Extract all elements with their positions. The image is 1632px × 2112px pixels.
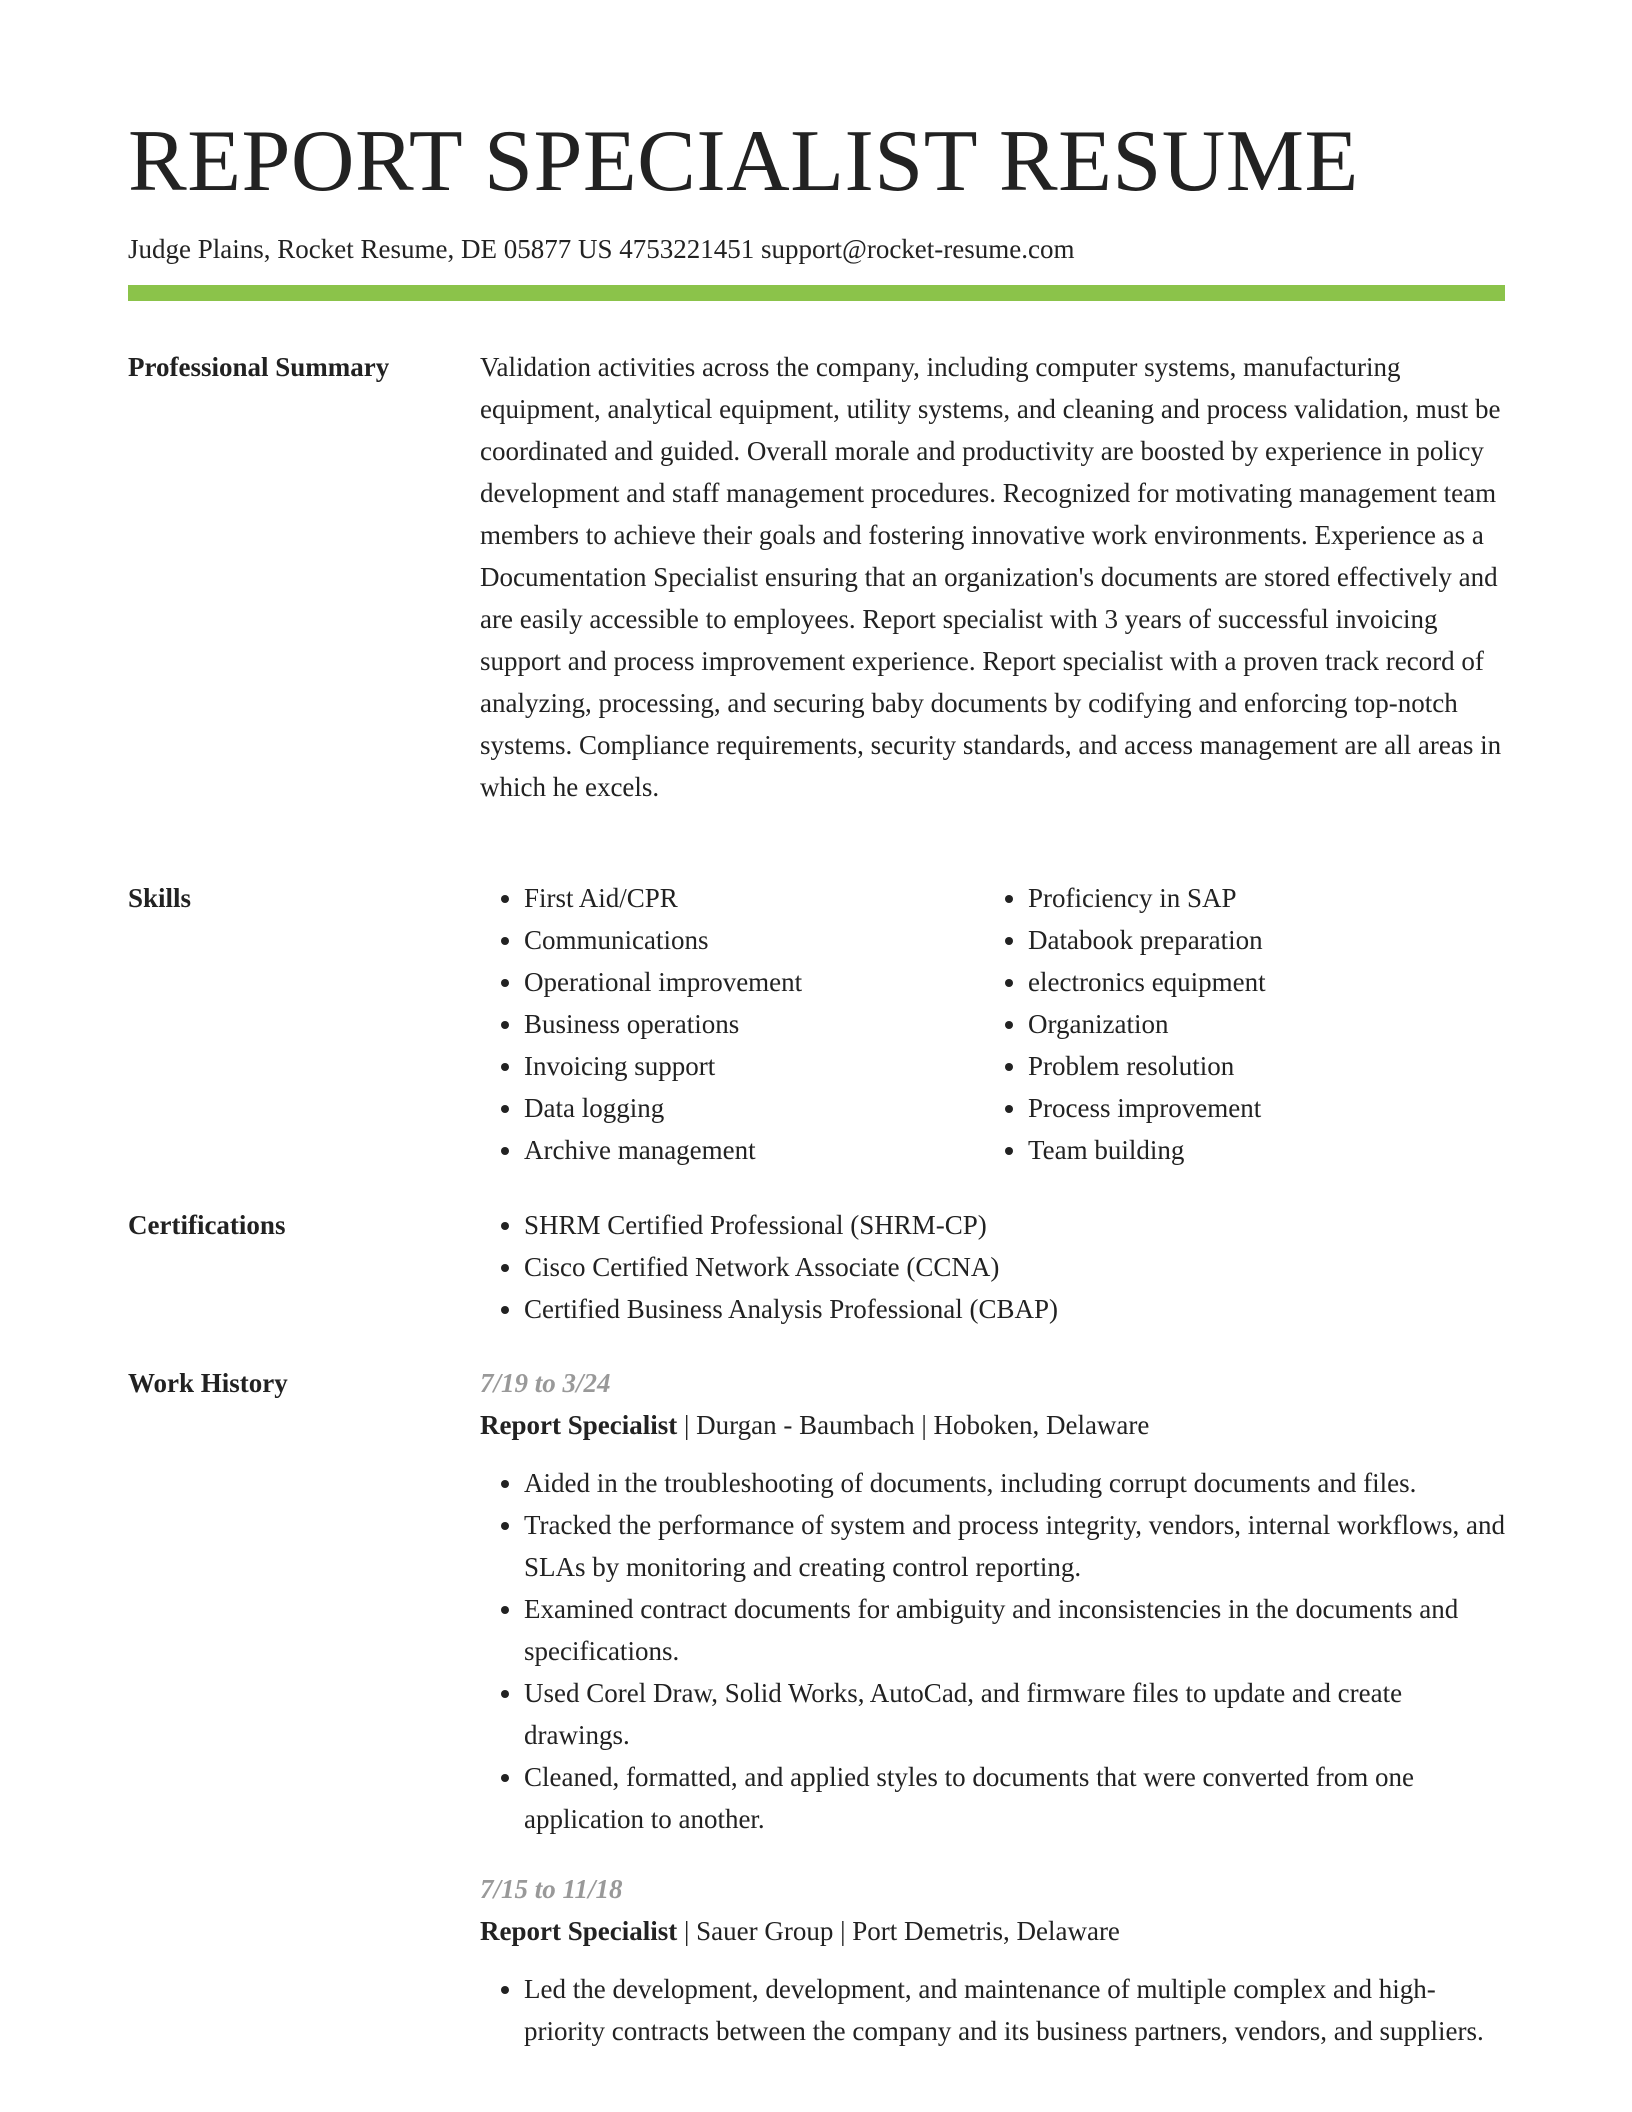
certification-item: • Certified Business Analysis Professional (CBAP) bbox=[524, 1288, 1505, 1330]
job-heading bbox=[480, 1910, 1505, 1952]
skill-item: • Problem resolution bbox=[1028, 1045, 1484, 1087]
summary-text: Validation activities across the company, including computer systems, manufacturing equipment, analytical equipment, utility systems, and cleaning and process validation, must be coordinated and guided. Overall morale and productivity are boosted by experience in policy development and staff management procedures. Recognized for motivating management team members to achieve their goals and fostering innovative work environments. Experience as a Documentation Specialist ensuring that an organization's documents are stored effectively and are easily accessible to employees. Report specialist with 3 years of successful invoicing support and process improvement experience. Report specialist with a proven track record of analyzing, processing, and securing baby documents by codifying and enforcing top-notch systems. Compliance requirements, security standards, and access management are all areas in which he excels. bbox=[480, 352, 1502, 802]
job-heading bbox=[480, 1404, 1505, 1446]
resume-title: REPORT SPECIALIST RESUME bbox=[128, 113, 1359, 210]
certifications-label: Certifications bbox=[128, 1210, 286, 1240]
certifications-list bbox=[480, 1204, 1505, 1330]
accent-divider bbox=[128, 285, 1505, 301]
skill-item: • Operational improvement bbox=[524, 961, 980, 1003]
summary-label: Professional Summary bbox=[128, 352, 390, 382]
skill-item: • Organization bbox=[1028, 1003, 1484, 1045]
skills-column-right bbox=[984, 877, 1484, 1171]
skills-column-left bbox=[480, 877, 980, 1171]
skill-item: • Proficiency in SAP bbox=[1028, 877, 1484, 919]
job-title: Report Specialist bbox=[480, 1916, 678, 1946]
certifications-body bbox=[480, 1204, 1505, 1330]
skills-list-left bbox=[480, 877, 980, 1171]
summary-body bbox=[480, 346, 1505, 808]
job-bullet: • Used Corel Draw, Solid Works, AutoCad, and firmware files to update and create drawings. bbox=[524, 1672, 1505, 1756]
job-bullet: • Tracked the performance of system and process integrity, vendors, internal workflows, and SLAs by monitoring and creating control reporting. bbox=[524, 1504, 1505, 1588]
skills-body bbox=[480, 877, 1505, 1177]
job-bullet: • Cleaned, formatted, and applied styles to documents that were converted from one application to another. bbox=[524, 1756, 1505, 1840]
job-bullet: • Aided in the troubleshooting of documents, including corrupt documents and files. bbox=[524, 1462, 1505, 1504]
skill-item: • Databook preparation bbox=[1028, 919, 1484, 961]
certification-item: • Cisco Certified Network Associate (CCNA) bbox=[524, 1246, 1505, 1288]
skills-list-right bbox=[984, 877, 1484, 1171]
job-details: | Sauer Group | Port Demetris, Delaware bbox=[677, 1916, 1120, 1946]
skill-item: • Process improvement bbox=[1028, 1087, 1484, 1129]
job-details: | Durgan - Baumbach | Hoboken, Delaware bbox=[677, 1410, 1150, 1440]
job-dates: 7/15 to 11/18 bbox=[480, 1874, 623, 1904]
skill-item: • First Aid/CPR bbox=[524, 877, 980, 919]
job-bullets bbox=[480, 1462, 1505, 1840]
skill-item: • Business operations bbox=[524, 1003, 980, 1045]
job-bullet: • Led the development, development, and maintenance of multiple complex and high-priority contracts between the company and its business partners, vendors, and suppliers. bbox=[524, 1968, 1505, 2052]
contact-line: Judge Plains, Rocket Resume, DE 05877 US 4753221451 support@rocket-resume.com bbox=[128, 234, 1075, 264]
skill-item: • Team building bbox=[1028, 1129, 1484, 1171]
skill-item: • Invoicing support bbox=[524, 1045, 980, 1087]
certification-item: • SHRM Certified Professional (SHRM-CP) bbox=[524, 1204, 1505, 1246]
skills-section bbox=[128, 877, 1505, 1177]
skills-label: Skills bbox=[128, 883, 192, 913]
job-bullet: • Examined contract documents for ambiguity and inconsistencies in the documents and specifications. bbox=[524, 1588, 1505, 1672]
skill-item: • Data logging bbox=[524, 1087, 980, 1129]
work-history-body bbox=[480, 1362, 1505, 2052]
work-history-label: Work History bbox=[128, 1368, 288, 1398]
job-bullets bbox=[480, 1968, 1505, 2052]
skill-item: • Archive management bbox=[524, 1129, 980, 1171]
skill-item: • electronics equipment bbox=[1028, 961, 1484, 1003]
job-title: Report Specialist bbox=[480, 1410, 678, 1440]
job-entry bbox=[480, 1362, 1505, 1840]
job-entry bbox=[480, 1868, 1505, 2052]
skill-item: • Communications bbox=[524, 919, 980, 961]
job-dates: 7/19 to 3/24 bbox=[480, 1368, 611, 1398]
